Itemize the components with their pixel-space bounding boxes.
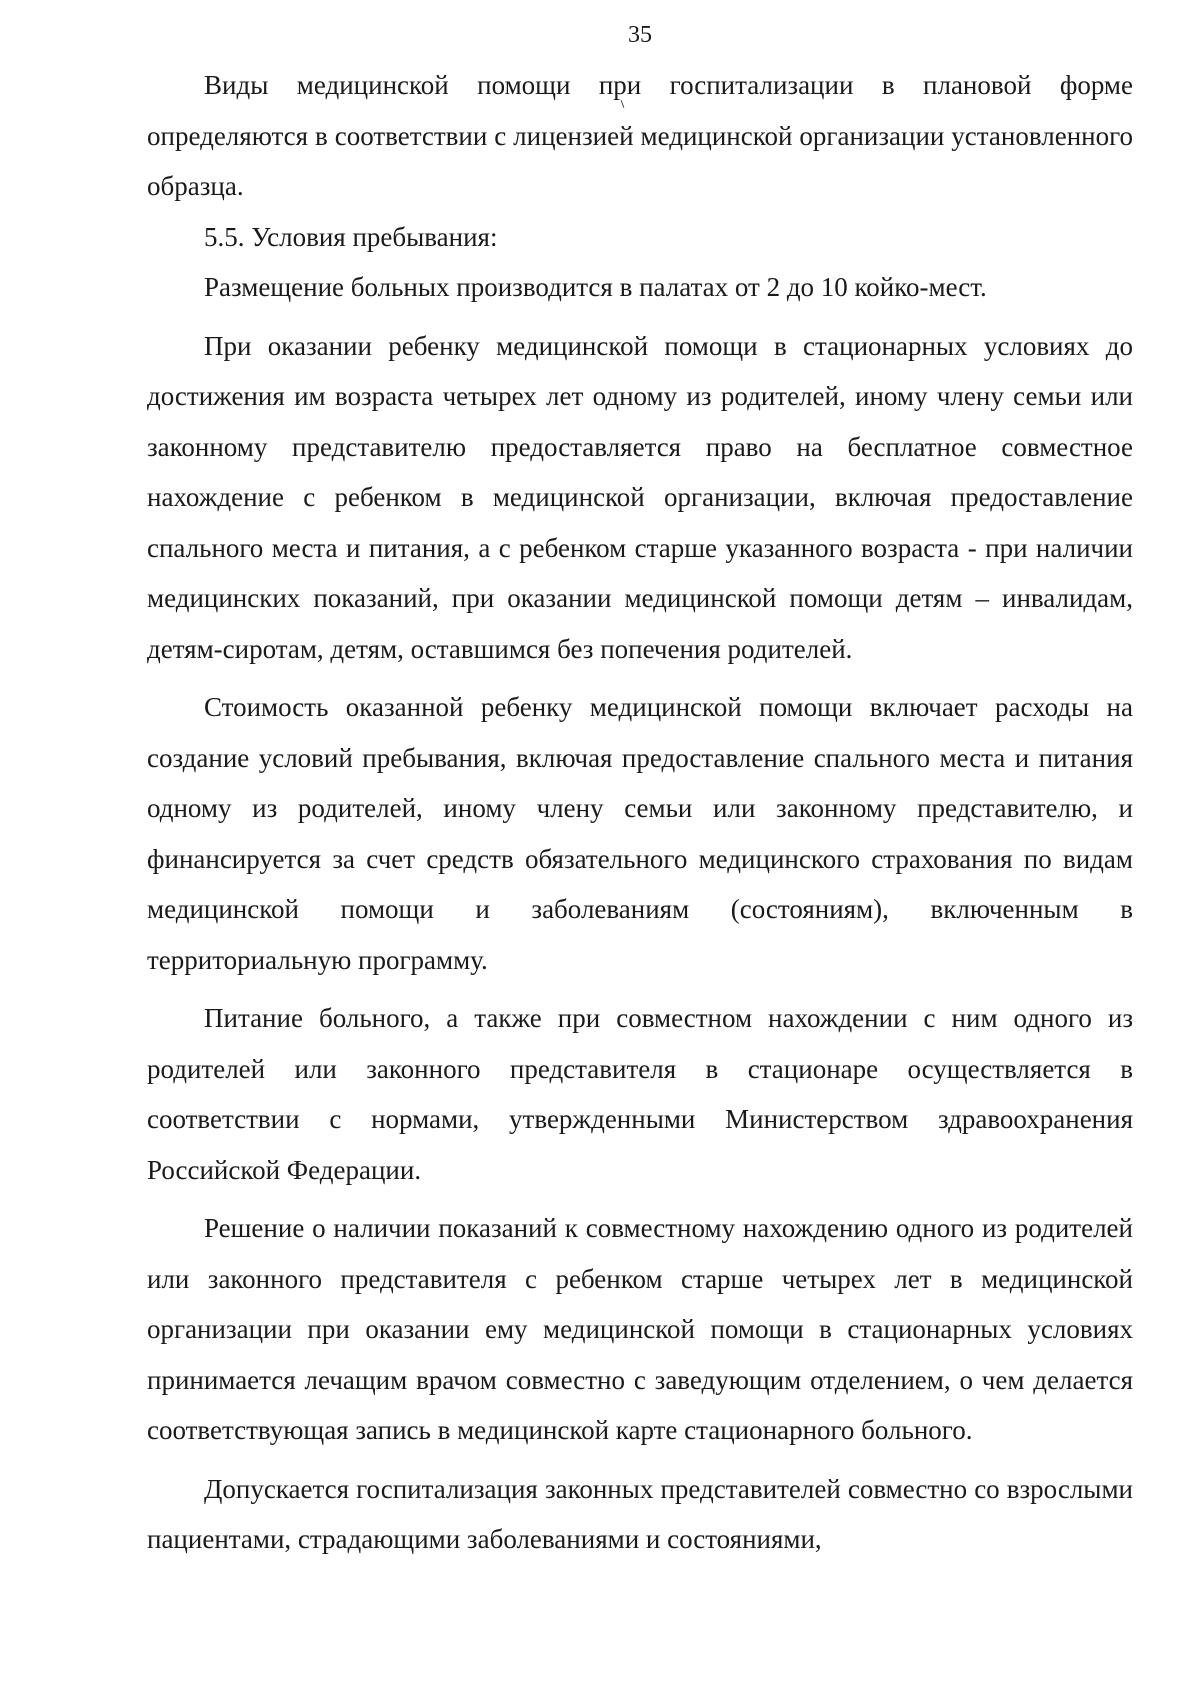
paragraph-adult-representatives: Допускается госпитализация законных представителей совместно со взрослыми пациентами, страдающими заболеваниями и состояниями, [147,1473,1133,1554]
paragraph-joint-stay-decision: Решение о наличии показаний к совместному нахождению одного из родителей или законного представителя с ребенком старше четырех лет в медицинской организации при оказании ему медицинской помощи в стационарных условиях принимается лечащим врачом совместно с заведующим отделением, о чем делается соответствующая запись в медицинской карте стационарного больного. [147,1213,1133,1445]
paragraph-cost-of-care: Стоимость оказанной ребенку медицинской помощи включает расходы на создание условий пребывания, включая предоставление спального места и питания одному из родителей, иному члену семьи или законному представителю, и финансируется за счет средств обязательного медицинского страхования по видам медицинской помощи и заболеваниям (состояниям), включенным в территориальную программу. [147,692,1133,975]
document-body [147,60,1133,1565]
paragraph-patient-meals: Питание больного, а также при совместном нахождении с ним одного из родителей или законного представителя в стационаре осуществляется в соответствии с нормами, утвержденными Министерством здравоохранения Российской Федерации. [147,1003,1133,1185]
paragraph-child-care-rights: При оказании ребенку медицинской помощи в стационарных условиях до достижения им возраста четырех лет одному из родителей, иному члену семьи или законному представителю предоставляется право на бесплатное совместное нахождение с ребенком в медицинской организации, включая предоставление спального места и питания, а с ребенком старше указанного возраста - при наличии медицинских показаний, при оказании медицинской помощи детям – инвалидам, детям-сиротам, детям, оставшимся без попечения родителей. [147,330,1133,664]
section-heading-5-5: 5.5. Условия пребывания: [204,221,498,252]
page-number: 35 [628,22,652,48]
paragraph-hospitalization-types: Виды медицинской помощи при госпитализации в плановой форме определяются в соответствии с лицензией медицинской организации установленного образца. [147,70,1133,201]
paragraph-ward-placement: Размещение больных производится в палатах от 2 до 10 койко-мест. [204,272,987,302]
